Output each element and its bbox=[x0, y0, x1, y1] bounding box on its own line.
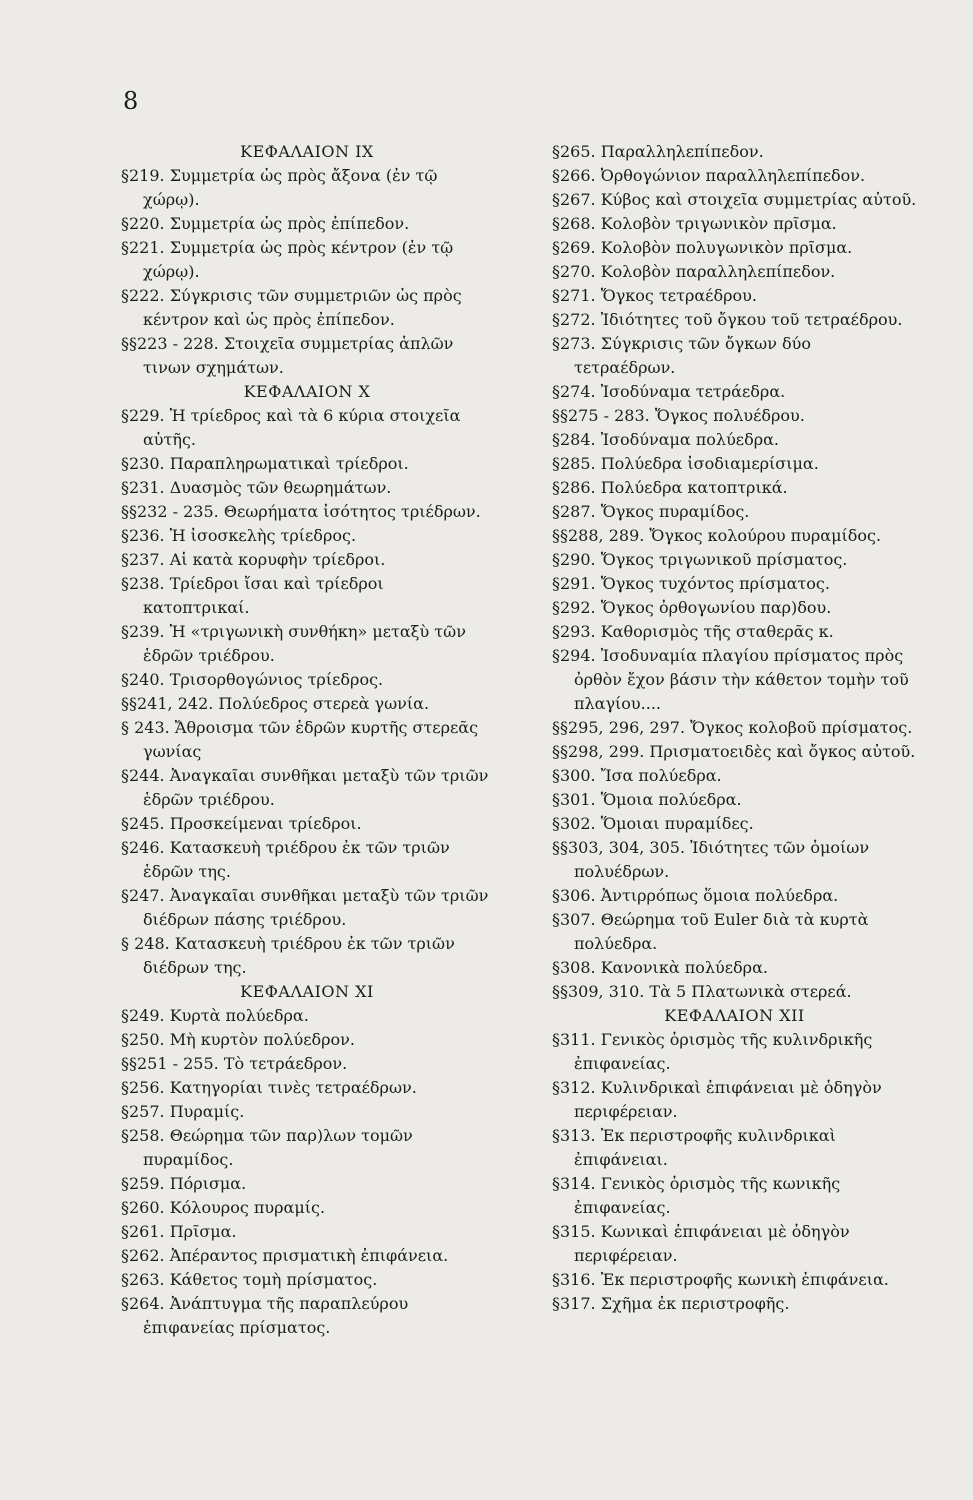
toc-entry: §272. Ἰδιότητες τοῦ ὄγκου τοῦ τετραέδρου. bbox=[552, 310, 903, 329]
toc-entry: §§232 - 235. Θεωρήματα ἰσότητος τριέδρων. bbox=[121, 502, 481, 521]
toc-entry: §257. Πυραμίς. bbox=[121, 1102, 245, 1121]
toc-entry: §311. Γενικὸς ὁρισμὸς τῆς κυλινδρικῆς ἐπιφανείας. bbox=[552, 1030, 873, 1073]
toc-entry: §219. Συμμετρία ὡς πρὸς ἄξονα (ἐν τῷ χώρῳ). bbox=[121, 166, 438, 209]
toc-entry: §246. Κατασκευὴ τριέδρου ἐκ τῶν τριῶν ἑδρῶν της. bbox=[121, 838, 450, 881]
toc-entry: §301. Ὅμοια πολύεδρα. bbox=[552, 790, 742, 809]
toc-entry: § 243. Ἄθροισμα τῶν ἑδρῶν κυρτῆς στερεᾶς γωνίας bbox=[121, 718, 479, 761]
toc-entry: §285. Πολύεδρα ἰσοδιαμερίσιμα. bbox=[552, 454, 819, 473]
toc-entry: §267. Κύβος καὶ στοιχεῖα συμμετρίας αὐτοῦ. bbox=[552, 190, 917, 209]
toc-entry: §§275 - 283. Ὄγκος πολυέδρου. bbox=[552, 406, 805, 425]
page-number: 8 bbox=[123, 87, 139, 115]
toc-entry: §221. Συμμετρία ὡς πρὸς κέντρον (ἐν τῷ χώρῳ). bbox=[121, 238, 454, 281]
toc-entry: §238. Τρίεδροι ἴσαι καὶ τρίεδροι κατοπτρικαί. bbox=[121, 574, 384, 617]
toc-entry: §§298, 299. Πρισματοειδὲς καὶ ὄγκος αὐτοῦ. bbox=[552, 742, 916, 761]
toc-entry: §264. Ἀνάπτυγμα τῆς παραπλεύρου ἐπιφανείας πρίσματος. bbox=[121, 1294, 409, 1337]
toc-entry: §§288, 289. Ὄγκος κολούρου πυραμίδος. bbox=[552, 526, 882, 545]
toc-entry: §260. Κόλουρος πυραμίς. bbox=[121, 1198, 326, 1217]
toc-entry: §237. Αἱ κατὰ κορυφὴν τρίεδροι. bbox=[121, 550, 386, 569]
toc-entry: §222. Σύγκρισις τῶν συμμετριῶν ὡς πρὸς κέντρον καὶ ὡς πρὸς ἐπίπεδον. bbox=[121, 286, 462, 329]
toc-entry: §300. Ἴσα πολύεδρα. bbox=[552, 766, 722, 785]
toc-entry: §284. Ἰσοδύναμα πολύεδρα. bbox=[552, 430, 780, 449]
toc-entry: §240. Τρισορθογώνιος τρίεδρος. bbox=[121, 670, 384, 689]
toc-entry: §§303, 304, 305. Ἰδιότητες τῶν ὁμοίων πολυέδρων. bbox=[552, 838, 870, 881]
toc-entry: §315. Κωνικαὶ ἐπιφάνειαι μὲ ὁδηγὸν περιφέρειαν. bbox=[552, 1222, 850, 1265]
chapter-heading: ΚΕΦΑΛΑΙΟΝ X bbox=[243, 382, 371, 401]
toc-entry: §292. Ὄγκος ὀρθογωνίου παρ)δου. bbox=[552, 598, 832, 617]
toc-entry: §266. Ὀρθογώνιον παραλληλεπίπεδον. bbox=[552, 166, 866, 185]
chapter-heading: ΚΕΦΑΛΑΙΟΝ XI bbox=[240, 982, 374, 1001]
toc-entry: §§309, 310. Τὰ 5 Πλατωνικὰ στερεά. bbox=[552, 982, 852, 1001]
toc-entry: §274. Ἰσοδύναμα τετράεδρα. bbox=[552, 382, 786, 401]
toc-entry: §312. Κυλινδρικαὶ ἐπιφάνειαι μὲ ὁδηγὸν περιφέρειαν. bbox=[552, 1078, 882, 1121]
toc-entry: §268. Κολοβὸν τριγωνικὸν πρῖσμα. bbox=[552, 214, 837, 233]
toc-entry: §291. Ὄγκος τυχόντος πρίσματος. bbox=[552, 574, 830, 593]
toc-entry: §269. Κολοβὸν πολυγωνικὸν πρῖσμα. bbox=[552, 238, 853, 257]
toc-entry: §287. Ὄγκος πυραμίδος. bbox=[552, 502, 750, 521]
toc-entry: §231. Δυασμὸς τῶν θεωρημάτων. bbox=[121, 478, 392, 497]
toc-entry: §258. Θεώρημα τῶν παρ)λων τομῶν πυραμίδος. bbox=[121, 1126, 413, 1169]
toc-entry: §247. Ἀναγκαῖαι συνθῆκαι μεταξὺ τῶν τριῶν διέδρων πάσης τριέδρου. bbox=[121, 886, 489, 929]
toc-entry: §245. Προσκείμεναι τρίεδροι. bbox=[121, 814, 362, 833]
toc-entry: §294. Ἰσοδυναμία πλαγίου πρίσματος πρὸς ὀρθὸν ἔχον βάσιν τὴν κάθετον τομὴν τοῦ πλαγίου.... bbox=[552, 646, 909, 713]
chapter-heading: ΚΕΦΑΛΑΙΟΝ IX bbox=[240, 142, 374, 161]
toc-entry: §263. Κάθετος τομὴ πρίσματος. bbox=[121, 1270, 378, 1289]
toc-entry: §271. Ὄγκος τετραέδρου. bbox=[552, 286, 757, 305]
right-column bbox=[552, 140, 917, 1316]
toc-entry: §261. Πρῖσμα. bbox=[121, 1222, 237, 1241]
toc-entry: § 248. Κατασκευὴ τριέδρου ἐκ τῶν τριῶν διέδρων της. bbox=[121, 934, 455, 977]
toc-entry: §§251 - 255. Τὸ τετράεδρον. bbox=[121, 1054, 348, 1073]
toc-entry: §256. Κατηγορίαι τινὲς τετραέδρων. bbox=[121, 1078, 417, 1097]
toc-entry: §317. Σχῆμα ἐκ περιστροφῆς. bbox=[552, 1294, 790, 1313]
toc-entry: §229. Ἡ τρίεδρος καὶ τὰ 6 κύρια στοιχεῖα αὐτῆς. bbox=[121, 406, 461, 449]
toc-entry: §249. Κυρτὰ πολύεδρα. bbox=[121, 1006, 309, 1025]
toc-entry: §§241, 242. Πολύεδρος στερεὰ γωνία. bbox=[121, 694, 430, 713]
toc-entry: §§295, 296, 297. Ὄγκος κολοβοῦ πρίσματος. bbox=[552, 718, 913, 737]
toc-entry: §293. Καθορισμὸς τῆς σταθερᾶς κ. bbox=[552, 622, 834, 641]
toc-entry: §239. Ἡ «τριγωνικὴ συνθήκη» μεταξὺ τῶν ἑδρῶν τριέδρου. bbox=[121, 622, 466, 665]
toc-entry: §§223 - 228. Στοιχεῖα συμμετρίας ἁπλῶν τινων σχημάτων. bbox=[121, 334, 454, 377]
toc-entry: §306. Ἀντιρρόπως ὅμοια πολύεδρα. bbox=[552, 886, 839, 905]
toc-entry: §244. Ἀναγκαῖαι συνθῆκαι μεταξὺ τῶν τριῶν ἑδρῶν τριέδρου. bbox=[121, 766, 489, 809]
left-column bbox=[121, 140, 493, 1340]
chapter-heading: ΚΕΦΑΛΑΙΟΝ XII bbox=[664, 1006, 805, 1025]
toc-entry: §314. Γενικὸς ὁρισμὸς τῆς κωνικῆς ἐπιφανείας. bbox=[552, 1174, 841, 1217]
toc-entry: §230. Παραπληρωματικαὶ τρίεδροι. bbox=[121, 454, 409, 473]
toc-entry: §290. Ὄγκος τριγωνικοῦ πρίσματος. bbox=[552, 550, 848, 569]
toc-entry: §270. Κολοβὸν παραλληλεπίπεδον. bbox=[552, 262, 836, 281]
toc-entry: §236. Ἡ ἰσοσκελὴς τρίεδρος. bbox=[121, 526, 357, 545]
toc-entry: §308. Κανονικὰ πολύεδρα. bbox=[552, 958, 768, 977]
toc-entry: §259. Πόρισμα. bbox=[121, 1174, 247, 1193]
toc-entry: §286. Πολύεδρα κατοπτρικά. bbox=[552, 478, 788, 497]
toc-entry: §265. Παραλληλεπίπεδον. bbox=[552, 142, 764, 161]
toc-entry: §262. Ἀπέραντος πρισματικὴ ἐπιφάνεια. bbox=[121, 1246, 449, 1265]
toc-entry: §250. Μὴ κυρτὸν πολύεδρον. bbox=[121, 1030, 355, 1049]
toc-entry: §273. Σύγκρισις τῶν ὄγκων δύο τετραέδρων. bbox=[552, 334, 811, 377]
toc-entry: §302. Ὅμοιαι πυραμίδες. bbox=[552, 814, 754, 833]
toc-entry: §307. Θεώρημα τοῦ Euler διὰ τὰ κυρτὰ πολύεδρα. bbox=[552, 910, 869, 953]
toc-entry: §220. Συμμετρία ὡς πρὸς ἐπίπεδον. bbox=[121, 214, 410, 233]
toc-entry: §316. Ἐκ περιστροφῆς κωνικὴ ἐπιφάνεια. bbox=[552, 1270, 889, 1289]
toc-entry: §313. Ἐκ περιστροφῆς κυλινδρικαὶ ἐπιφάνειαι. bbox=[552, 1126, 836, 1169]
